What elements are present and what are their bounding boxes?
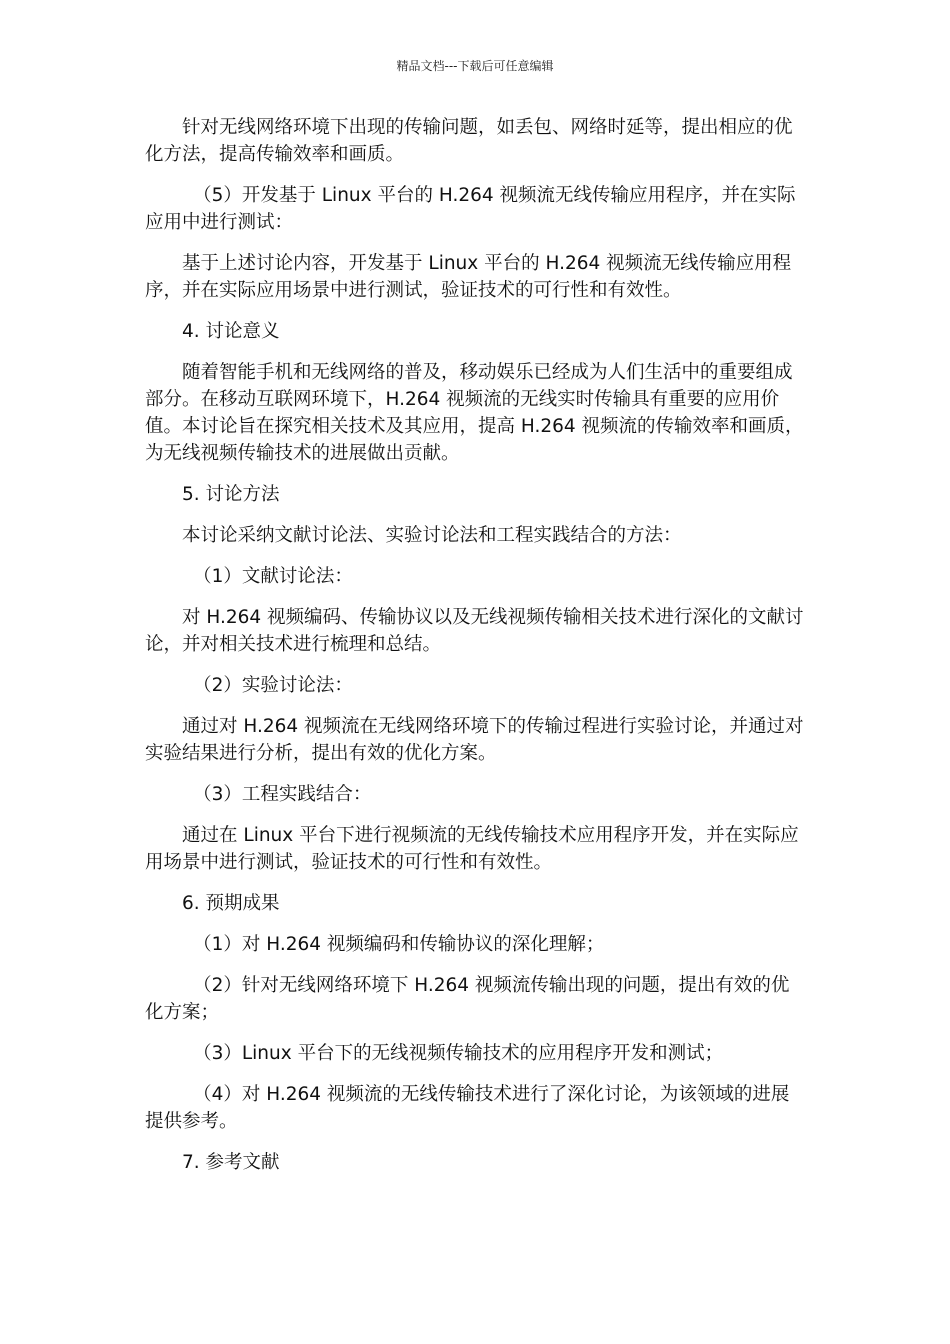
list-item: （3）Linux 平台下的无线视频传输技术的应用程序开发和测试； <box>193 1043 724 1064</box>
paragraph: 本讨论采纳文献讨论法、实验讨论法和工程实践结合的方法： <box>182 525 682 546</box>
list-item: （1）对 H.264 视频编码和传输协议的深化理解； <box>193 934 605 955</box>
document-body <box>145 114 805 1190</box>
section-heading: 6. 预期成果 <box>182 893 280 914</box>
section-heading: 4. 讨论意义 <box>182 321 280 342</box>
list-item: （3）工程实践结合： <box>193 784 372 805</box>
paragraph: 通过对 H.264 视频流在无线网络环境下的传输过程进行实验讨论，并通过对实验结果进行分析，提出有效的优化方案。 <box>145 716 804 764</box>
list-item: （2）实验讨论法： <box>193 675 353 696</box>
paragraph: 针对无线网络环境下出现的传输问题，如丢包、网络时延等，提出相应的优化方法，提高传输效率和画质。 <box>145 117 793 165</box>
paragraph: 基于上述讨论内容，开发基于 Linux 平台的 H.264 视频流无线传输应用程序，并在实际应用场景中进行测试，验证技术的可行性和有效性。 <box>145 253 792 301</box>
section-heading: 5. 讨论方法 <box>182 484 280 505</box>
list-item: （2）针对无线网络环境下 H.264 视频流传输出现的问题，提出有效的优化方案； <box>145 975 790 1023</box>
list-item: （4）对 H.264 视频流的无线传输技术进行了深化讨论，为该领域的进展提供参考。 <box>145 1084 790 1132</box>
paragraph: 通过在 Linux 平台下进行视频流的无线传输技术应用程序开发，并在实际应用场景中进行测试，验证技术的可行性和有效性。 <box>145 825 799 873</box>
list-item: （5）开发基于 Linux 平台的 H.264 视频流无线传输应用程序，并在实际应用中进行测试： <box>145 185 796 233</box>
paragraph: 随着智能手机和无线网络的普及，移动娱乐已经成为人们生活中的重要组成部分。在移动互联网环境下，H.264 视频流的无线实时传输具有重要的应用价值。本讨论旨在探究相关技术及其应用，提高 H.264 视频流的传输效率和画质，为无线视频传输技术的进展做出贡献。 <box>145 362 804 464</box>
paragraph: 对 H.264 视频编码、传输协议以及无线视频传输相关技术进行深化的文献讨论，并对相关技术进行梳理和总结。 <box>145 607 804 655</box>
section-heading: 7. 参考文献 <box>182 1152 280 1173</box>
list-item: （1）文献讨论法： <box>193 566 353 587</box>
page-header: 精品文档---下载后可任意编辑 <box>396 59 554 73</box>
